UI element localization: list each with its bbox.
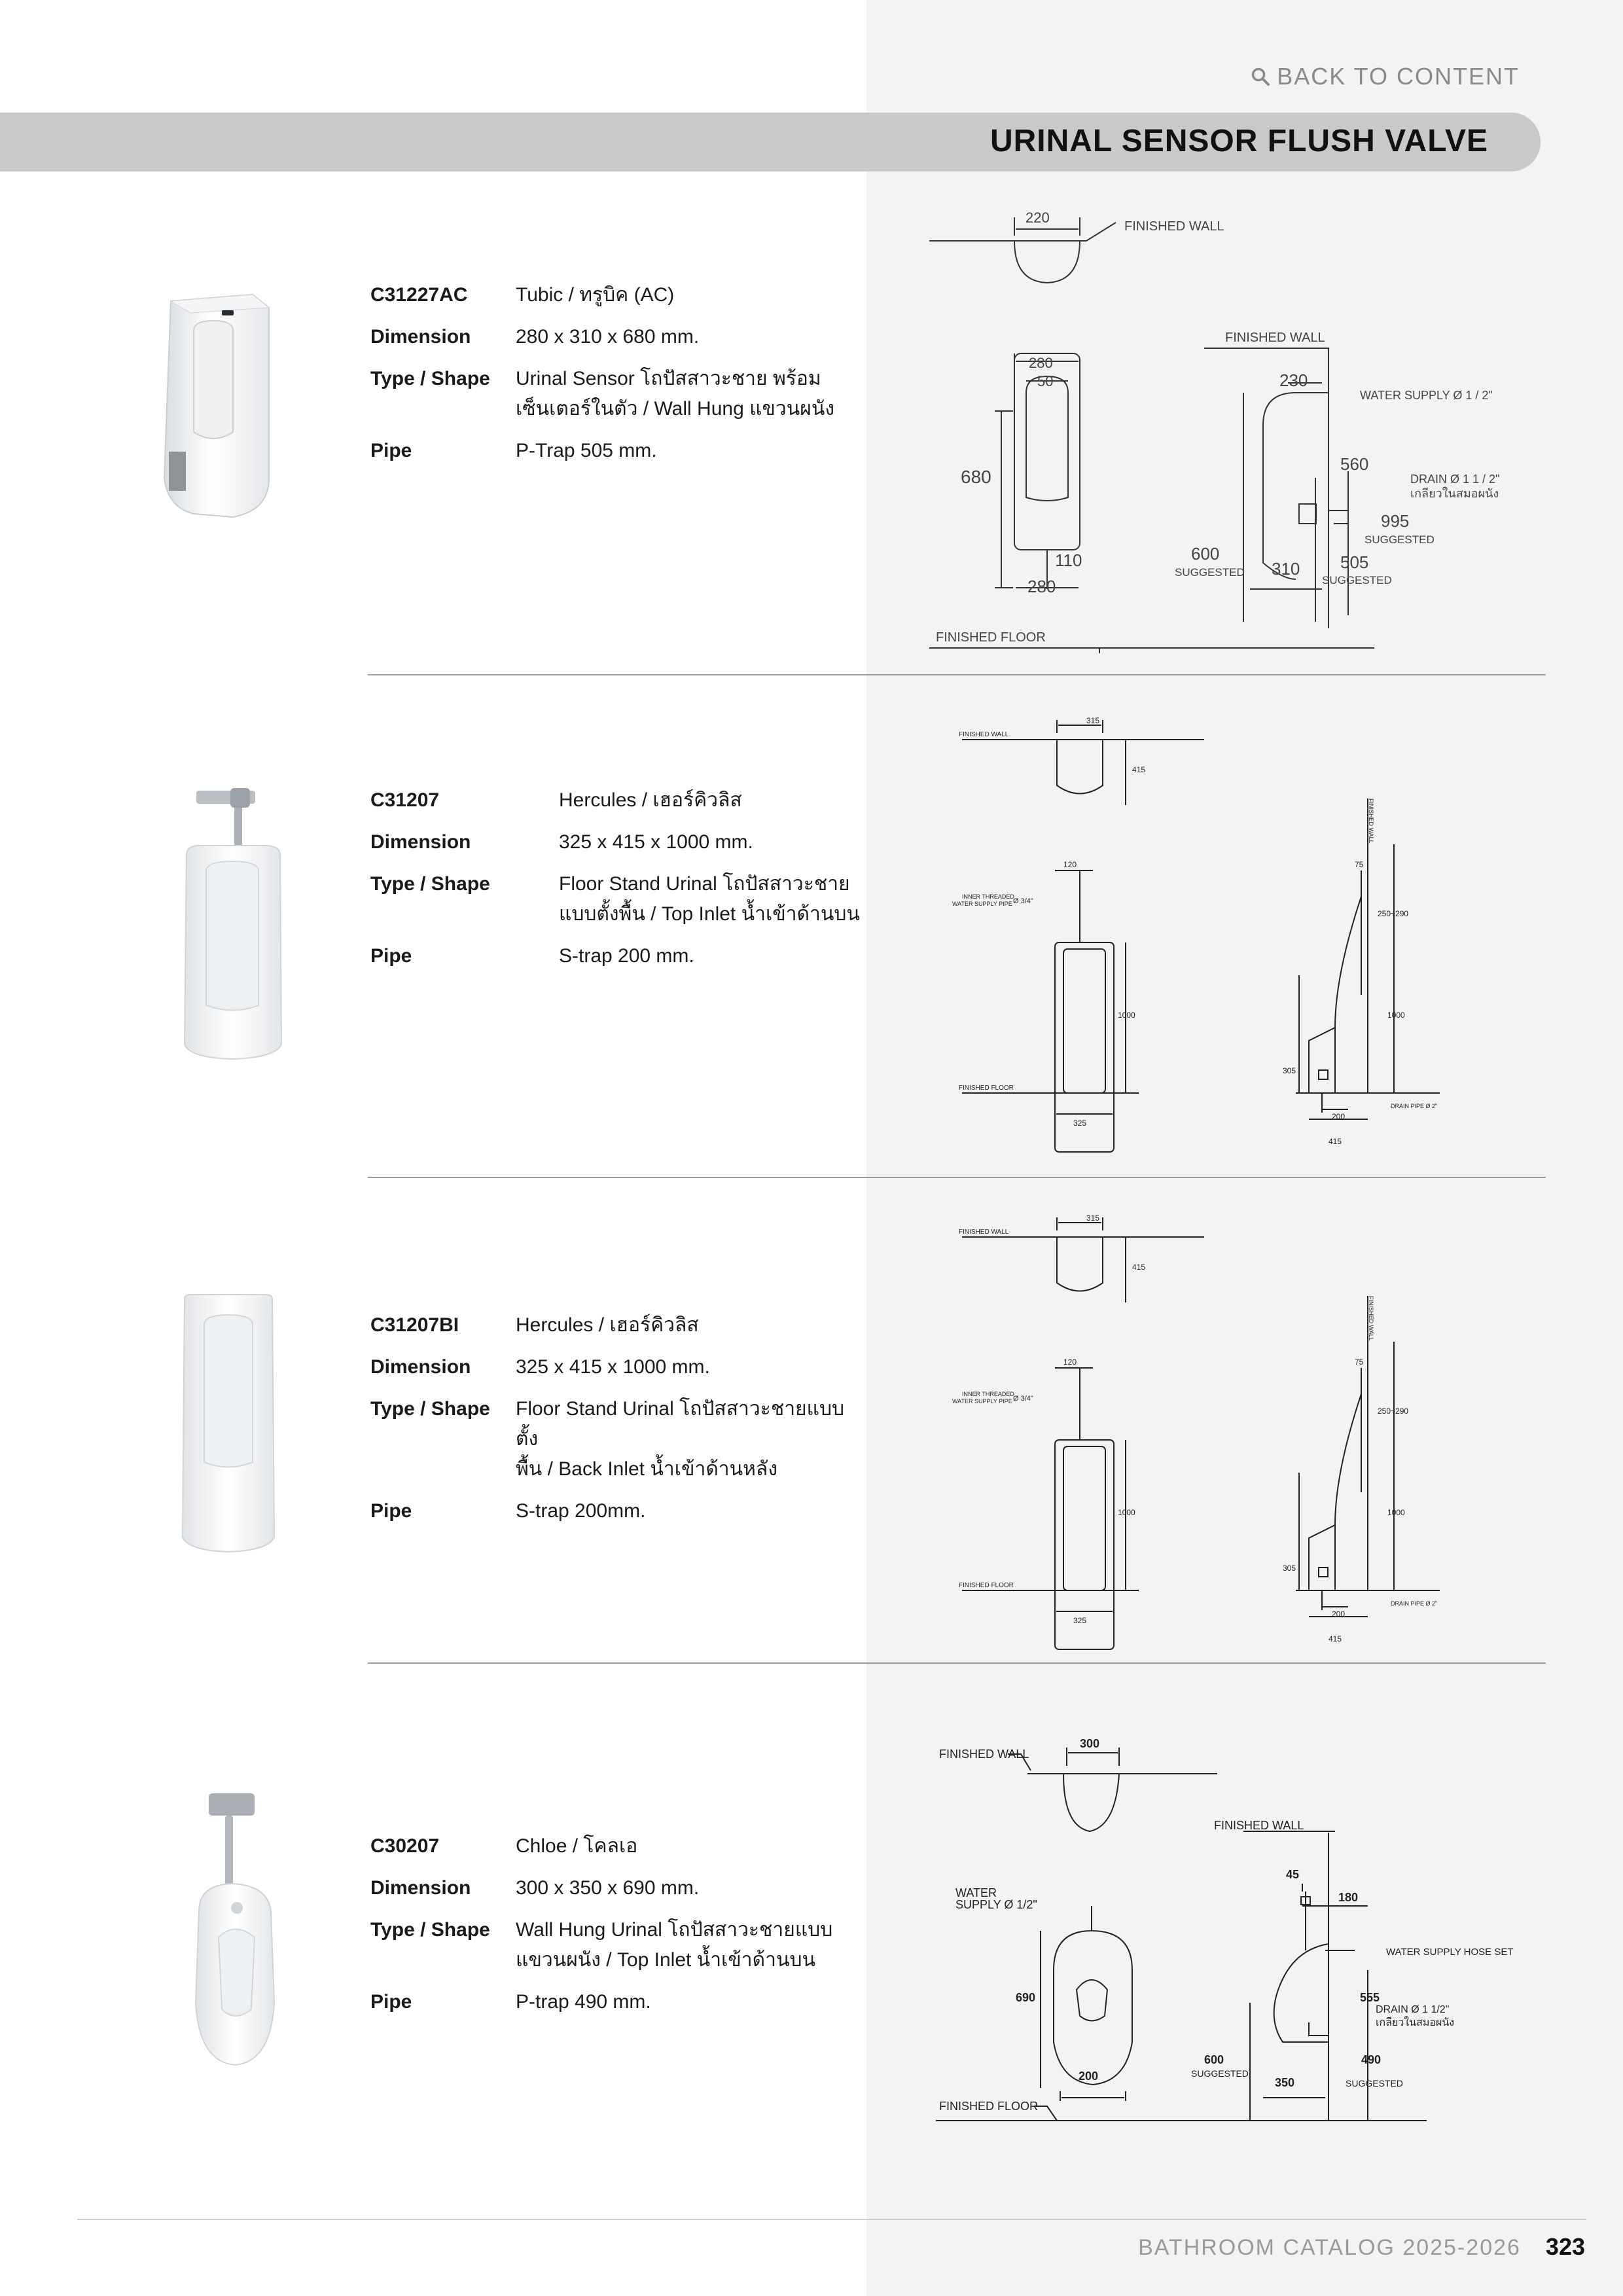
dim-200: 200: [1079, 2070, 1099, 2083]
dimension-label: Dimension: [370, 1877, 471, 1899]
section-divider: [368, 674, 1546, 675]
product-name: Tubic / ทรูบิค (AC): [516, 284, 675, 306]
technical-drawing-hercules-bi: [942, 1211, 1440, 1656]
supply-diameter: Ø 3/4": [1013, 897, 1033, 905]
back-to-content-link[interactable]: [1251, 63, 1520, 90]
supply-diameter: Ø 3/4": [1013, 1395, 1033, 1403]
suggested-600: SUGGESTED: [1175, 566, 1245, 579]
dimension-label: Dimension: [370, 326, 471, 348]
dim-505: 505: [1340, 552, 1369, 572]
finished-wall-top: FINISHED WALL: [939, 1748, 1029, 1761]
finished-floor: FINISHED FLOOR: [959, 1085, 1014, 1092]
pipe-label: Pipe: [370, 1500, 412, 1522]
dim-200: 200: [1332, 1609, 1346, 1619]
dim-600: 600: [1191, 544, 1220, 564]
dim-315: 315: [1086, 716, 1100, 725]
finished-wall-side: FINISHED WALL: [1368, 798, 1374, 844]
finished-floor: FINISHED FLOOR: [939, 2100, 1039, 2113]
hose-label: WATER SUPPLY HOSE SET: [1386, 1946, 1514, 1958]
back-to-content-label: BACK TO CONTENT: [1277, 63, 1520, 90]
drain-pipe: DRAIN PIPE Ø 2": [1391, 1103, 1438, 1109]
drain-label: DRAIN Ø 1 1/2": [1376, 2004, 1450, 2015]
dim-250-290: 250~290: [1378, 1407, 1409, 1416]
dim-45: 45: [1286, 1868, 1300, 1881]
finished-wall-side: FINISHED WALL: [1225, 331, 1325, 345]
pipe-label: Pipe: [370, 1991, 412, 2013]
product-photo-hercules-bi: [179, 1292, 277, 1554]
drain-note: เกลียวในสมอผนัง: [1410, 487, 1499, 500]
finished-floor: FINISHED FLOOR: [936, 630, 1046, 645]
product-photo-tubic: [154, 281, 279, 524]
finished-wall-plan: FINISHED WALL: [959, 1229, 1009, 1236]
dim-415-side: 415: [1329, 1634, 1342, 1643]
dim-600: 600: [1204, 2053, 1224, 2066]
dimension-value: 300 x 350 x 690 mm.: [516, 1877, 700, 1899]
product-info: [370, 785, 899, 983]
dim-305: 305: [1283, 1564, 1296, 1573]
dimension-value: 325 x 415 x 1000 mm.: [516, 1356, 710, 1378]
inner-threaded: INNER THREADED: [962, 893, 1014, 900]
dim-120: 120: [1063, 860, 1077, 869]
dim-315: 315: [1086, 1213, 1100, 1223]
finished-wall-side: FINISHED WALL: [1214, 1819, 1304, 1832]
dim-415-side: 415: [1329, 1137, 1342, 1146]
pipe-label: Pipe: [370, 440, 412, 461]
pipe-value: P-trap 490 mm.: [516, 1991, 651, 2013]
dim-75: 75: [1355, 860, 1364, 869]
pipe-value: P-Trap 505 mm.: [516, 440, 657, 461]
section-divider: [368, 1662, 1546, 1664]
supply-label: SUPPLY Ø 1/2": [955, 1898, 1037, 1911]
dim-110: 110: [1055, 550, 1082, 570]
dim-50: 50: [1037, 373, 1054, 389]
technical-drawing-hercules: [942, 713, 1440, 1158]
type-shape-label: Type / Shape: [370, 1919, 490, 1941]
catalog-name: BATHROOM CATALOG 2025-2026: [1138, 2235, 1521, 2260]
dim-280-top: 280: [1029, 355, 1053, 371]
product-code: C31207: [370, 789, 440, 811]
suggested-600: SUGGESTED: [1191, 2068, 1249, 2079]
dim-120: 120: [1063, 1357, 1077, 1367]
product-photo-chloe: [186, 1787, 284, 2075]
type-shape-line1: Wall Hung Urinal โถปัสสาวะชายแบบ: [516, 1919, 833, 1941]
dim-325: 325: [1073, 1616, 1087, 1625]
technical-drawing-tubic: [929, 196, 1558, 655]
dim-180: 180: [1338, 1891, 1359, 1904]
pipe-value: S-trap 200 mm.: [559, 945, 694, 967]
dimension-label: Dimension: [370, 831, 471, 853]
dim-280-bottom: 280: [1027, 577, 1056, 596]
dimension-label: Dimension: [370, 1356, 471, 1378]
pipe-value: S-trap 200mm.: [516, 1500, 646, 1522]
drain-note: เกลียวในสมอผนัง: [1376, 2017, 1455, 2028]
drain-label: DRAIN Ø 1 1 / 2": [1410, 473, 1500, 486]
page-title: URINAL SENSOR FLUSH VALVE: [990, 124, 1488, 158]
type-shape-line2: แบบตั้งพื้น / Top Inlet น้ำเข้าด้านบน: [559, 903, 860, 925]
page-number: 323: [1545, 2233, 1585, 2260]
type-shape-line1: Floor Stand Urinal โถปัสสาวะชาย: [559, 873, 850, 895]
technical-drawing-chloe: [936, 1734, 1564, 2134]
suggested-995: SUGGESTED: [1364, 533, 1435, 546]
section-divider: [368, 1177, 1546, 1178]
dim-1000-front: 1000: [1118, 1011, 1135, 1020]
dim-680: 680: [961, 467, 991, 487]
suggested-490: SUGGESTED: [1346, 2078, 1403, 2089]
inner-threaded: INNER THREADED: [962, 1391, 1014, 1397]
dim-310: 310: [1272, 559, 1300, 579]
dim-200: 200: [1332, 1112, 1346, 1121]
finished-wall-top: FINISHED WALL: [1124, 219, 1224, 234]
product-photo-hercules: [177, 783, 288, 1064]
finished-wall-plan: FINISHED WALL: [959, 731, 1009, 738]
dim-415-plan: 415: [1132, 1263, 1146, 1272]
product-name: Hercules / เฮอร์คิวลิส: [516, 1314, 699, 1336]
dim-75: 75: [1355, 1357, 1364, 1367]
product-code: C30207: [370, 1835, 440, 1857]
dim-490: 490: [1361, 2053, 1382, 2066]
dim-560: 560: [1340, 454, 1369, 474]
dim-1000-side: 1000: [1387, 1011, 1405, 1020]
suggested-505: SUGGESTED: [1322, 574, 1392, 586]
pipe-label: Pipe: [370, 945, 412, 967]
dim-300: 300: [1080, 1737, 1100, 1750]
water-supply-pipe: WATER SUPPLY PIPE: [952, 1398, 1012, 1405]
product-info: [370, 1831, 856, 2029]
product-code: C31227AC: [370, 284, 468, 306]
footer-rule: [77, 2219, 1586, 2220]
finished-wall-side: FINISHED WALL: [1368, 1296, 1374, 1341]
dim-230: 230: [1279, 370, 1308, 390]
page-footer: [1138, 2233, 1585, 2261]
type-shape-line2: แขวนผนัง / Top Inlet น้ำเข้าด้านบน: [516, 1949, 816, 1971]
product-code: C31207BI: [370, 1314, 459, 1336]
water-label: WATER: [955, 1886, 997, 1899]
dim-250-290: 250~290: [1378, 909, 1409, 918]
type-shape-line1: Urinal Sensor โถปัสสาวะชาย พร้อม: [516, 368, 821, 389]
water-supply-pipe: WATER SUPPLY PIPE: [952, 901, 1012, 907]
type-shape-label: Type / Shape: [370, 368, 490, 389]
section-title-bar: [0, 113, 1541, 171]
product-name: Hercules / เฮอร์คิวลิส: [559, 789, 742, 811]
finished-floor: FINISHED FLOOR: [959, 1582, 1014, 1589]
drain-pipe: DRAIN PIPE Ø 2": [1391, 1600, 1438, 1607]
type-shape-label: Type / Shape: [370, 1398, 490, 1420]
type-shape-line2: เซ็นเตอร์ในตัว / Wall Hung แขวนผนัง: [516, 398, 835, 420]
product-info: [370, 280, 856, 478]
search-icon: [1251, 67, 1270, 86]
dim-350: 350: [1275, 2076, 1295, 2089]
type-shape-line1: Floor Stand Urinal โถปัสสาวะชายแบบตั้ง: [516, 1398, 845, 1450]
type-shape-line2: พื้น / Back Inlet น้ำเข้าด้านหลัง: [516, 1458, 777, 1480]
type-shape-label: Type / Shape: [370, 873, 490, 895]
dim-1000-side: 1000: [1387, 1508, 1405, 1517]
dim-415-plan: 415: [1132, 765, 1146, 774]
dim-555: 555: [1360, 1991, 1380, 2004]
dim-690: 690: [1016, 1991, 1036, 2004]
dim-995: 995: [1381, 511, 1410, 531]
dim-1000-front: 1000: [1118, 1508, 1135, 1517]
dim-305: 305: [1283, 1066, 1296, 1075]
dimension-value: 325 x 415 x 1000 mm.: [559, 831, 753, 853]
product-name: Chloe / โคลเอ: [516, 1835, 638, 1857]
water-supply-label: WATER SUPPLY Ø 1 / 2": [1360, 389, 1493, 402]
dim-325: 325: [1073, 1119, 1087, 1128]
dim-220: 220: [1026, 209, 1050, 226]
product-info: [370, 1310, 856, 1538]
dimension-value: 280 x 310 x 680 mm.: [516, 326, 700, 348]
